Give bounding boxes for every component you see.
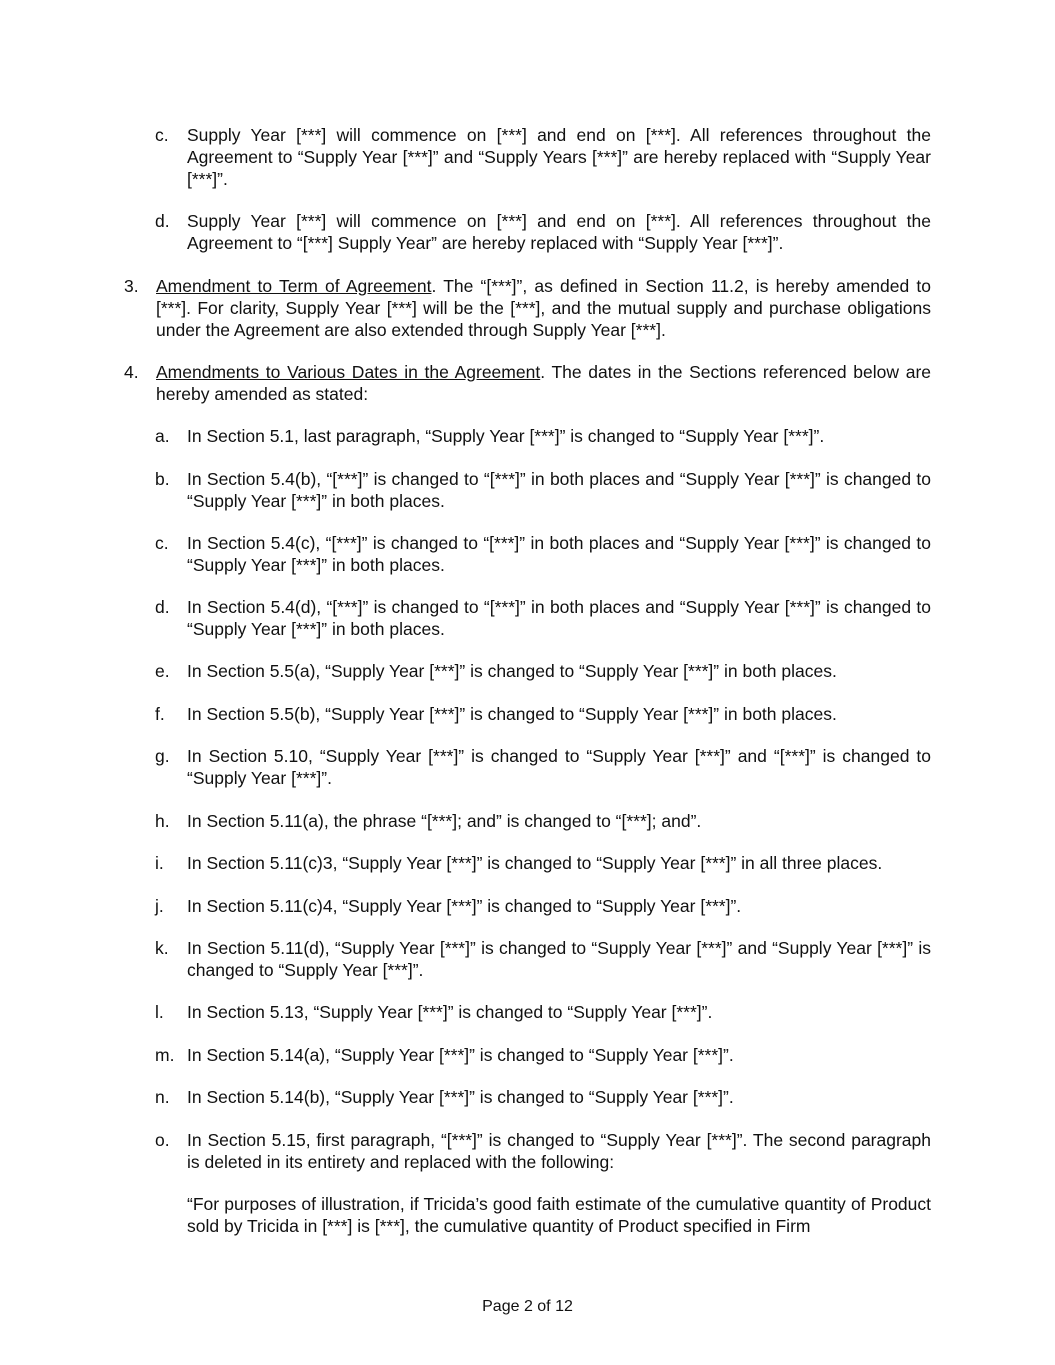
list-marker: f. (155, 704, 165, 724)
list-item-text: In Section 5.10, “Supply Year [***]” is changed to “Supply Year [***]” and “[***]” is changed to “Supply Year [***]”. (187, 746, 931, 788)
list-item-i (155, 852, 931, 874)
list-item-text: In Section 5.13, “Supply Year [***]” is changed to “Supply Year [***]”. (187, 1002, 713, 1022)
section-text: . The “[***]”, as defined in Section 11.2, is hereby amended to [***]. For clarity, Supply Year [***] will be the [***], and the mutual supply and purchase obligations under the Agreement are also extended through Supply Year [***]. (156, 276, 931, 340)
list-marker: h. (155, 811, 170, 831)
list-marker: c. (155, 125, 169, 145)
list-item-a (155, 425, 931, 447)
list-item-text: In Section 5.4(b), “[***]” is changed to “[***]” in both places and “Supply Year [***]” is changed to “Supply Year [***]” in both places. (187, 469, 931, 511)
list-marker: d. (155, 211, 170, 231)
list-item-text: Supply Year [***] will commence on [***] and end on [***]. All references throughout the Agreement to “[***] Supply Year” are hereby replaced with “Supply Year [***]”. (187, 211, 931, 253)
list-item-text: In Section 5.11(d), “Supply Year [***]” is changed to “Supply Year [***]” and “Supply Year [***]” is changed to “Supply Year [***]”. (187, 938, 931, 980)
section-3-term-amendment (124, 275, 931, 341)
list-item-d (155, 596, 931, 640)
list-item-text: In Section 5.11(a), the phrase “[***]; and” is changed to “[***]; and”. (187, 811, 702, 831)
list-marker: a. (155, 426, 170, 446)
list-item-text: In Section 5.14(b), “Supply Year [***]” is changed to “Supply Year [***]”. (187, 1087, 734, 1107)
list-marker: m. (155, 1045, 175, 1065)
list-marker: o. (155, 1130, 170, 1150)
list-item-k (155, 937, 931, 981)
list-marker: b. (155, 469, 170, 489)
quote-text: “For purposes of illustration, if Tricida’s good faith estimate of the cumulative quantity of Product sold by Tricida in [***] is [***], the cumulative quantity of Product specified in Firm (187, 1194, 931, 1236)
list-marker: k. (155, 938, 169, 958)
section-heading: Amendments to Various Dates in the Agreement (156, 362, 541, 382)
list-item-n (155, 1086, 931, 1108)
list-item-text: Supply Year [***] will commence on [***] and end on [***]. All references throughout the Agreement to “Supply Year [***]” and “Supply Years [***]” are hereby replaced with “Supply Year [***]”. (187, 125, 931, 189)
list-item-text: In Section 5.4(d), “[***]” is changed to “[***]” in both places and “Supply Year [***]” is changed to “Supply Year [***]” in both places. (187, 597, 931, 639)
list-marker: c. (155, 533, 169, 553)
list-item-h (155, 810, 931, 832)
list-marker: d. (155, 597, 170, 617)
list-marker: g. (155, 746, 170, 766)
list-item-text: In Section 5.11(c)4, “Supply Year [***]” is changed to “Supply Year [***]”. (187, 896, 742, 916)
section-heading: Amendment to Term of Agreement (156, 276, 432, 296)
list-item-text: In Section 5.14(a), “Supply Year [***]” is changed to “Supply Year [***]”. (187, 1045, 734, 1065)
list-marker: e. (155, 661, 170, 681)
list-marker: j. (155, 896, 164, 916)
list-item-m (155, 1044, 931, 1066)
list-item-text: In Section 5.5(a), “Supply Year [***]” is changed to “Supply Year [***]” in both places. (187, 661, 837, 681)
list-item-l (155, 1001, 931, 1023)
list-item-text: In Section 5.1, last paragraph, “Supply Year [***]” is changed to “Supply Year [***]”. (187, 426, 825, 446)
list-item-b (155, 468, 931, 512)
list-item-d-supply-year (155, 210, 931, 254)
list-marker: n. (155, 1087, 170, 1107)
list-item-c-supply-year (155, 124, 931, 190)
section-number: 4. (124, 362, 139, 382)
list-item-j (155, 895, 931, 917)
list-item-e (155, 660, 931, 682)
list-marker: i. (155, 853, 164, 873)
list-marker: l. (155, 1002, 164, 1022)
list-item-text: In Section 5.4(c), “[***]” is changed to “[***]” in both places and “Supply Year [***]” is changed to “Supply Year [***]” in both places. (187, 533, 931, 575)
section-number: 3. (124, 276, 139, 296)
quoted-replacement-paragraph (187, 1193, 931, 1237)
list-item-f (155, 703, 931, 725)
section-4-date-amendments (124, 361, 932, 405)
list-item-o (155, 1129, 931, 1173)
list-item-c (155, 532, 931, 576)
list-item-text: In Section 5.11(c)3, “Supply Year [***]” is changed to “Supply Year [***]” in all three places. (187, 853, 883, 873)
page-number-footer: Page 2 of 12 (482, 1298, 573, 1315)
list-item-text: In Section 5.5(b), “Supply Year [***]” is changed to “Supply Year [***]” in both places. (187, 704, 837, 724)
list-item-g (155, 745, 931, 789)
section-text: . The dates in the Sections referenced below are hereby amended as stated: (156, 362, 932, 404)
list-item-text: In Section 5.15, first paragraph, “[***]” is changed to “Supply Year [***]”. The second paragraph is deleted in its entirety and replaced with the following: (187, 1130, 931, 1172)
